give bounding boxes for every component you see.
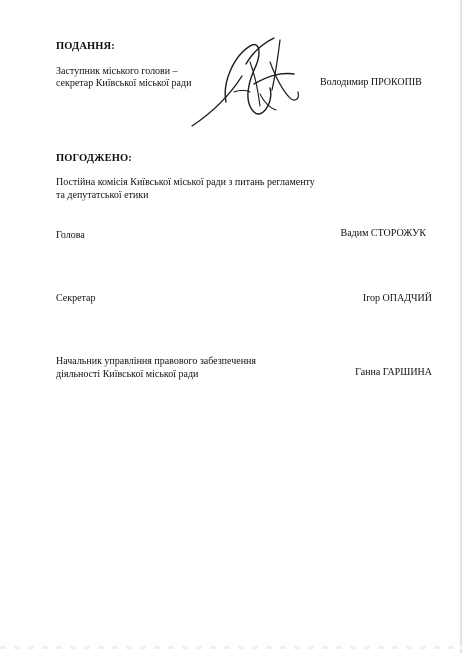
- signatory-role-legal-line1: Начальник управління правового забезпечення: [56, 356, 256, 367]
- approval-heading: ПОГОДЖЕНО:: [56, 153, 132, 164]
- signatory-role-legal-line2: діяльності Київської міської ради: [56, 369, 199, 380]
- signatory-name-legal: Ганна ГАРШИНА: [355, 367, 432, 378]
- signatory-role-head: Голова: [56, 230, 85, 241]
- signature-icon: [190, 32, 310, 132]
- commission-line2: та депутатської етики: [56, 190, 149, 201]
- submission-heading: ПОДАННЯ:: [56, 41, 115, 52]
- commission-line1: Постійна комісія Київської міської ради з питань регламенту: [56, 177, 315, 188]
- signatory-name-head: Вадим СТОРОЖУК: [340, 228, 426, 239]
- signatory-name-secretary: Ігор ОПАДЧИЙ: [362, 293, 432, 304]
- signatory-role-secretary: Секретар: [56, 293, 96, 304]
- submission-name: Володимир ПРОКОПІВ: [320, 77, 422, 88]
- submission-position-line2: секретар Київської міської ради: [56, 78, 192, 89]
- scan-noise-strip: [0, 646, 462, 649]
- submission-position-line1: Заступник міського голови –: [56, 66, 178, 77]
